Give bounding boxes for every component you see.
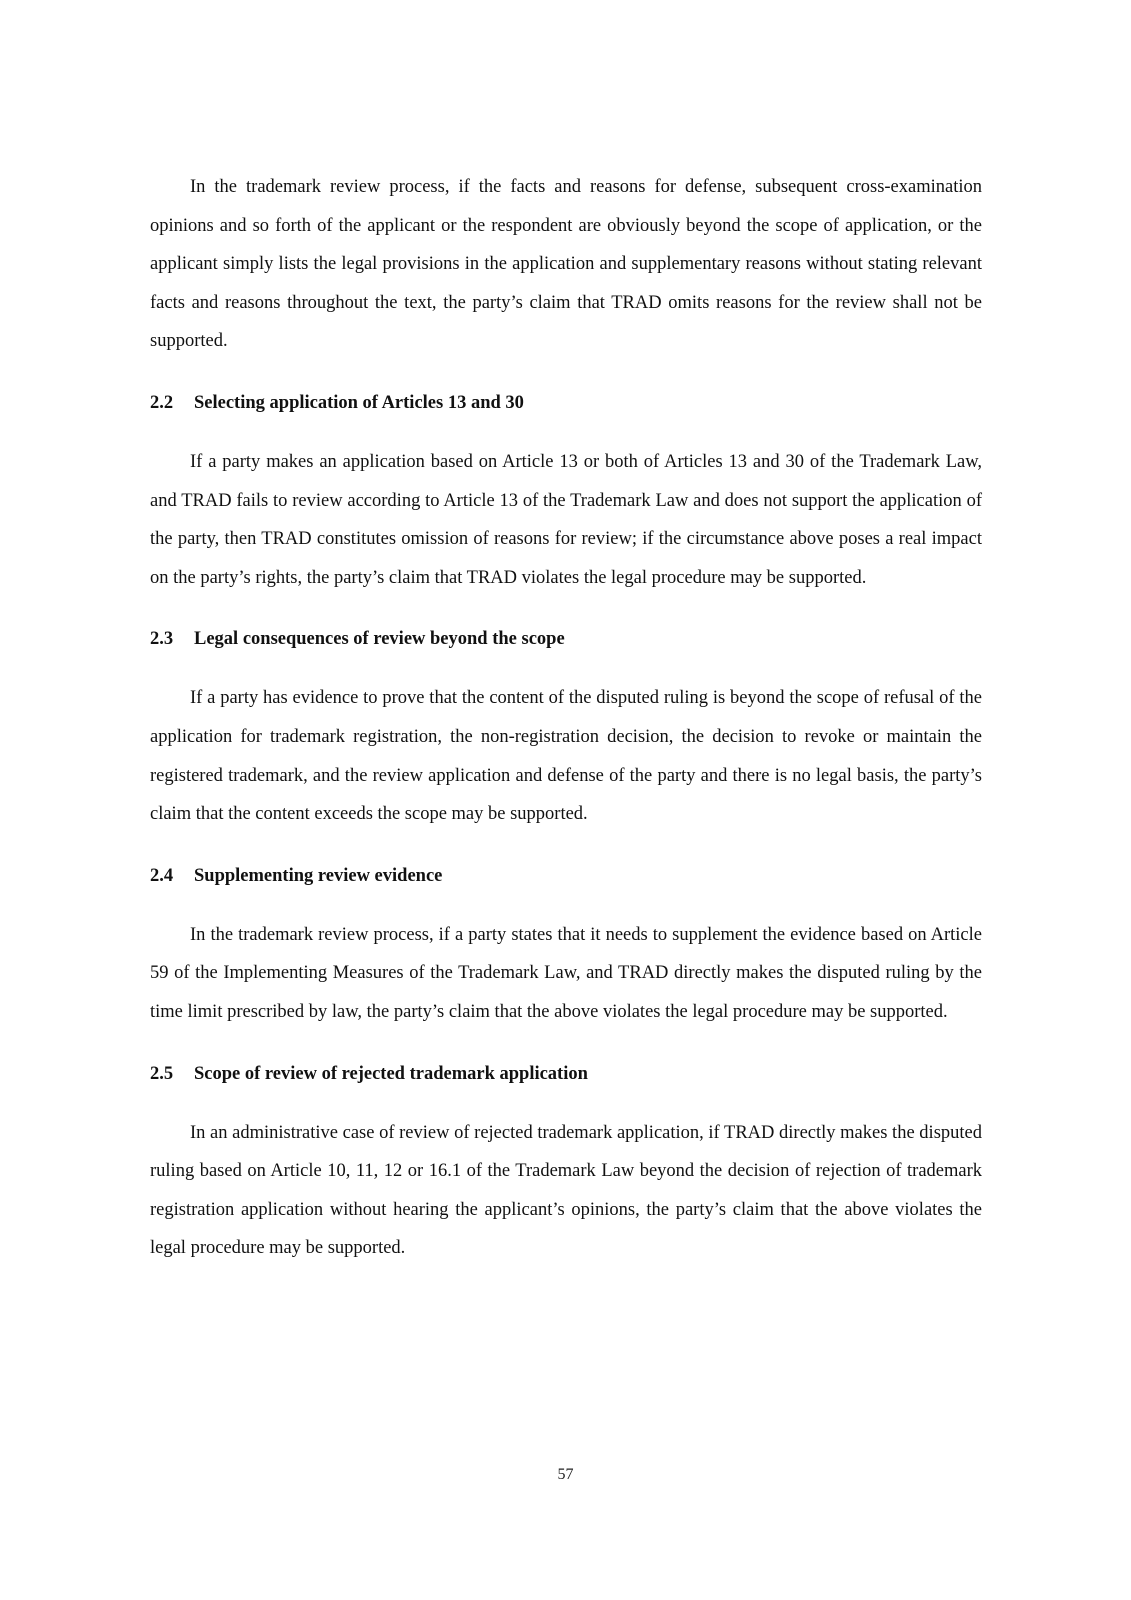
section-heading-2-2 (150, 387, 982, 419)
section-heading-2-5 (150, 1058, 982, 1090)
section-body-2-2: If a party makes an application based on Article 13 or both of Articles 13 and 30 of the Trademark Law, and TRAD fails to review according to Article 13 of the Trademark Law and does not support the application of the party, then TRAD constitutes omission of reasons for review; if the circumstance above poses a real impact on the party’s rights, the party’s claim that TRAD violates the legal procedure may be supported. (150, 451, 982, 588)
section-body-2-4: In the trademark review process, if a party states that it needs to supplement the evidence based on Article 59 of the Implementing Measures of the Trademark Law, and TRAD directly makes the disputed ruling by the time limit prescribed by law, the party’s claim that the above violates the legal procedure may be supported. (150, 924, 982, 1022)
page-number: 57 (557, 1466, 574, 1483)
section-number: 2.3 (150, 629, 174, 650)
section-body-2-5: In an administrative case of review of rejected trademark application, if TRAD directly makes the disputed ruling based on Article 10, 11, 12 or 16.1 of the Trademark Law beyond the decision of rejection of trademark registration application without hearing the applicant’s opinions, the party’s claim that the above violates the legal procedure may be supported. (150, 1122, 982, 1259)
section-title: Legal consequences of review beyond the scope (194, 629, 565, 650)
section-body-2-3: If a party has evidence to prove that the content of the disputed ruling is beyond the scope of refusal of the application for trademark registration, the non-registration decision, the decision to revoke or maintain the registered trademark, and the review application and defense of the party and there is no legal basis, the party’s claim that the content exceeds the scope may be supported. (150, 688, 982, 825)
section-title: Supplementing review evidence (194, 865, 443, 886)
intro-paragraph: In the trademark review process, if the facts and reasons for defense, subsequent cross-examination opinions and so forth of the applicant or the respondent are obviously beyond the scope of application, or the applicant simply lists the legal provisions in the application and supplementary reasons without stating relevant facts and reasons throughout the text, the party’s claim that TRAD omits reasons for the review shall not be supported. (150, 177, 982, 352)
section-heading-2-3 (150, 623, 982, 655)
section-heading-2-4 (150, 860, 982, 892)
section-number: 2.2 (150, 392, 174, 413)
section-number: 2.5 (150, 1063, 174, 1084)
section-title: Scope of review of rejected trademark application (194, 1063, 588, 1084)
page-content (150, 168, 982, 1268)
section-title: Selecting application of Articles 13 and 30 (194, 392, 524, 413)
section-number: 2.4 (150, 865, 174, 886)
